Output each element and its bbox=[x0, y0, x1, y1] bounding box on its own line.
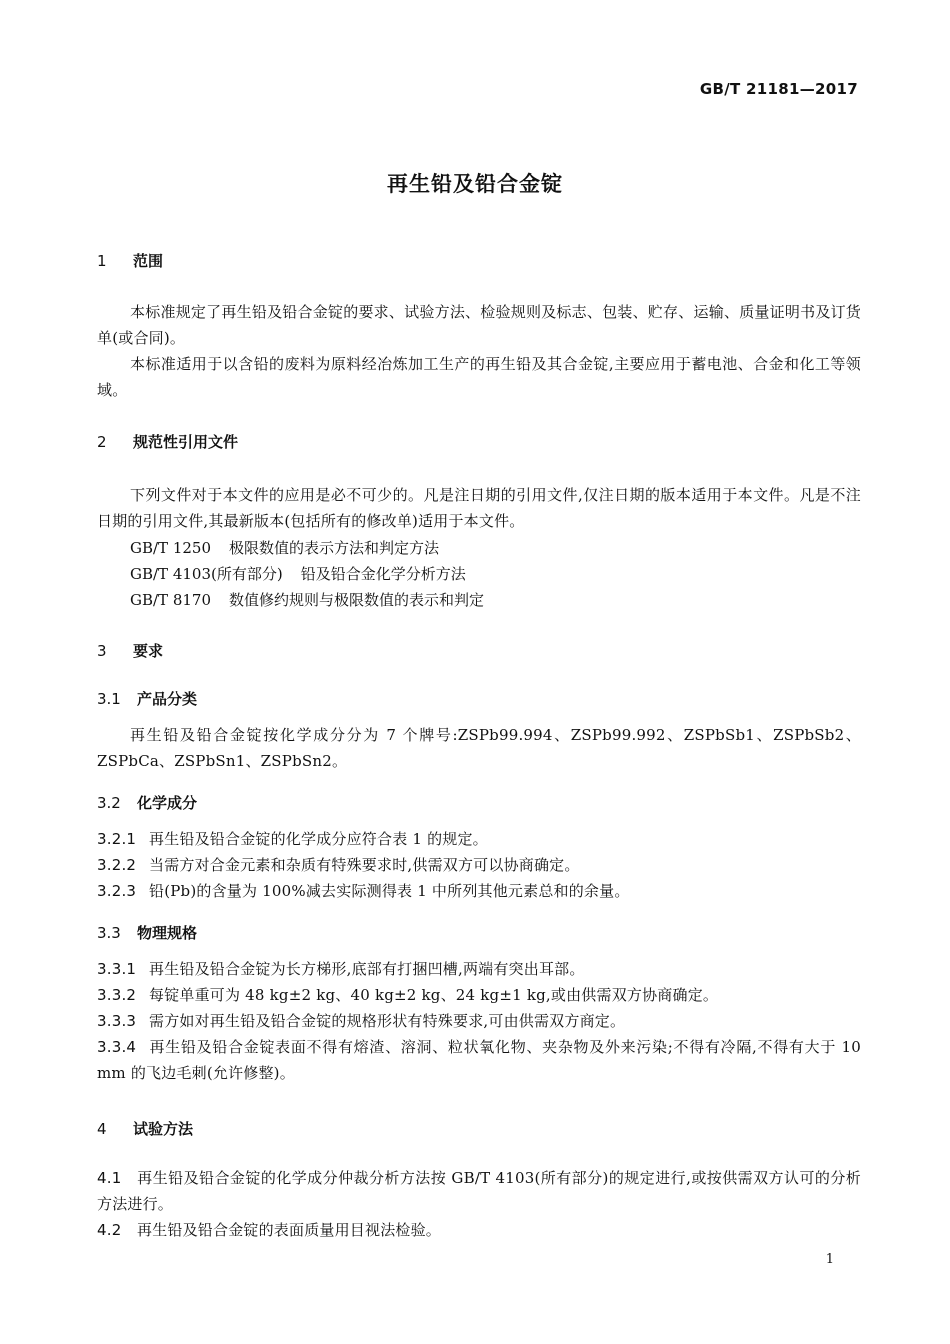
clause-text: 需方如对再生铅及铅合金锭的规格形状有特殊要求,可由供需双方商定。 bbox=[149, 1012, 626, 1030]
clause-number: 4.2 bbox=[97, 1221, 122, 1239]
reference-entry bbox=[130, 563, 466, 584]
section-3-1-paragraph: 再生铅及铅合金锭按化学成分分为 7 个牌号:ZSPb99.994、ZSPb99.992、ZSPbSb1、ZSPbSb2、ZSPbCa、ZSPbSn1、ZSPbSn2。 bbox=[97, 726, 861, 770]
clause-3-3-2 bbox=[97, 982, 861, 1008]
clause-text: 再生铅及铅合金锭的化学成分应符合表 1 的规定。 bbox=[149, 830, 488, 848]
section-title: 产品分类 bbox=[137, 690, 198, 708]
standard-number: GB/T 21181—2017 bbox=[699, 80, 858, 98]
clause-number: 3.2.1 bbox=[97, 830, 137, 848]
clause-number: 3.3.1 bbox=[97, 960, 137, 978]
clause-3-2-2 bbox=[97, 852, 861, 878]
clause-text: 再生铅及铅合金锭的表面质量用目视法检验。 bbox=[137, 1221, 442, 1239]
clause-number: 3.2.2 bbox=[97, 856, 137, 874]
clause-number: 3.3.2 bbox=[97, 986, 137, 1004]
section-title: 范围 bbox=[133, 252, 164, 270]
clause-4-2 bbox=[97, 1217, 861, 1243]
clause-number: 4.1 bbox=[97, 1169, 122, 1187]
clause-number: 3.2.3 bbox=[97, 882, 137, 900]
section-3-heading bbox=[97, 640, 163, 661]
section-title: 规范性引用文件 bbox=[133, 433, 239, 451]
reference-code: GB/T 1250 bbox=[130, 539, 212, 557]
section-3-3-heading bbox=[97, 922, 197, 943]
reference-entry bbox=[130, 537, 439, 558]
clause-text: 铅(Pb)的含量为 100%减去实际测得表 1 中所列其他元素总和的余量。 bbox=[149, 882, 630, 900]
section-number: 3.1 bbox=[97, 690, 121, 708]
section-2-heading bbox=[97, 431, 238, 452]
section-title: 化学成分 bbox=[137, 794, 198, 812]
clause-text: 再生铅及铅合金锭的化学成分仲裁分析方法按 GB/T 4103(所有部分)的规定进行,或按供需双方认可的分析方法进行。 bbox=[97, 1169, 861, 1213]
clause-text: 再生铅及铅合金锭为长方梯形,底部有打捆凹槽,两端有突出耳部。 bbox=[149, 960, 585, 978]
section-1-paragraph-2: 本标准适用于以含铅的废料为原料经冶炼加工生产的再生铅及其合金锭,主要应用于蓄电池、合金和化工等领域。 bbox=[97, 355, 861, 399]
section-number: 1 bbox=[97, 252, 107, 270]
page-number: 1 bbox=[825, 1252, 834, 1267]
reference-name: 数值修约规则与极限数值的表示和判定 bbox=[229, 591, 485, 609]
section-number: 4 bbox=[97, 1120, 107, 1138]
section-3-2-heading bbox=[97, 792, 197, 813]
clause-3-3-1 bbox=[97, 956, 861, 982]
section-4-heading bbox=[97, 1118, 193, 1139]
clause-3-3-4 bbox=[97, 1034, 861, 1086]
clause-number: 3.3.3 bbox=[97, 1012, 137, 1030]
clause-text: 再生铅及铅合金锭表面不得有熔渣、溶洞、粒状氧化物、夹杂物及外来污染;不得有冷隔,不得有大于 10 mm 的飞边毛刺(允许修整)。 bbox=[97, 1038, 861, 1082]
clause-text: 每锭单重可为 48 kg±2 kg、40 kg±2 kg、24 kg±1 kg,或由供需双方协商确定。 bbox=[149, 986, 719, 1004]
section-number: 2 bbox=[97, 433, 107, 451]
section-3-1-heading bbox=[97, 688, 197, 709]
clause-3-2-1 bbox=[97, 826, 861, 852]
section-title: 试验方法 bbox=[133, 1120, 194, 1138]
reference-entry bbox=[130, 589, 484, 610]
clause-number: 3.3.4 bbox=[97, 1038, 137, 1056]
section-number: 3.2 bbox=[97, 794, 121, 812]
clause-3-2-3 bbox=[97, 878, 861, 904]
section-2-paragraph-1: 下列文件对于本文件的应用是必不可少的。凡是注日期的引用文件,仅注日期的版本适用于本文件。凡是不注日期的引用文件,其最新版本(包括所有的修改单)适用于本文件。 bbox=[97, 486, 861, 530]
clause-3-3-3 bbox=[97, 1008, 861, 1034]
clause-4-1 bbox=[97, 1165, 861, 1217]
reference-code: GB/T 4103(所有部分) bbox=[130, 565, 283, 583]
reference-code: GB/T 8170 bbox=[130, 591, 212, 609]
document-title: 再生铅及铅合金锭 bbox=[387, 172, 563, 196]
section-1-heading bbox=[97, 250, 163, 271]
reference-name: 铅及铅合金化学分析方法 bbox=[300, 565, 466, 583]
section-number: 3 bbox=[97, 642, 107, 660]
reference-name: 极限数值的表示方法和判定方法 bbox=[229, 539, 440, 557]
section-1-paragraph-1: 本标准规定了再生铅及铅合金锭的要求、试验方法、检验规则及标志、包装、贮存、运输、质量证明书及订货单(或合同)。 bbox=[97, 303, 861, 347]
clause-text: 当需方对合金元素和杂质有特殊要求时,供需双方可以协商确定。 bbox=[149, 856, 580, 874]
section-title: 物理规格 bbox=[137, 924, 198, 942]
section-number: 3.3 bbox=[97, 924, 121, 942]
section-title: 要求 bbox=[133, 642, 164, 660]
